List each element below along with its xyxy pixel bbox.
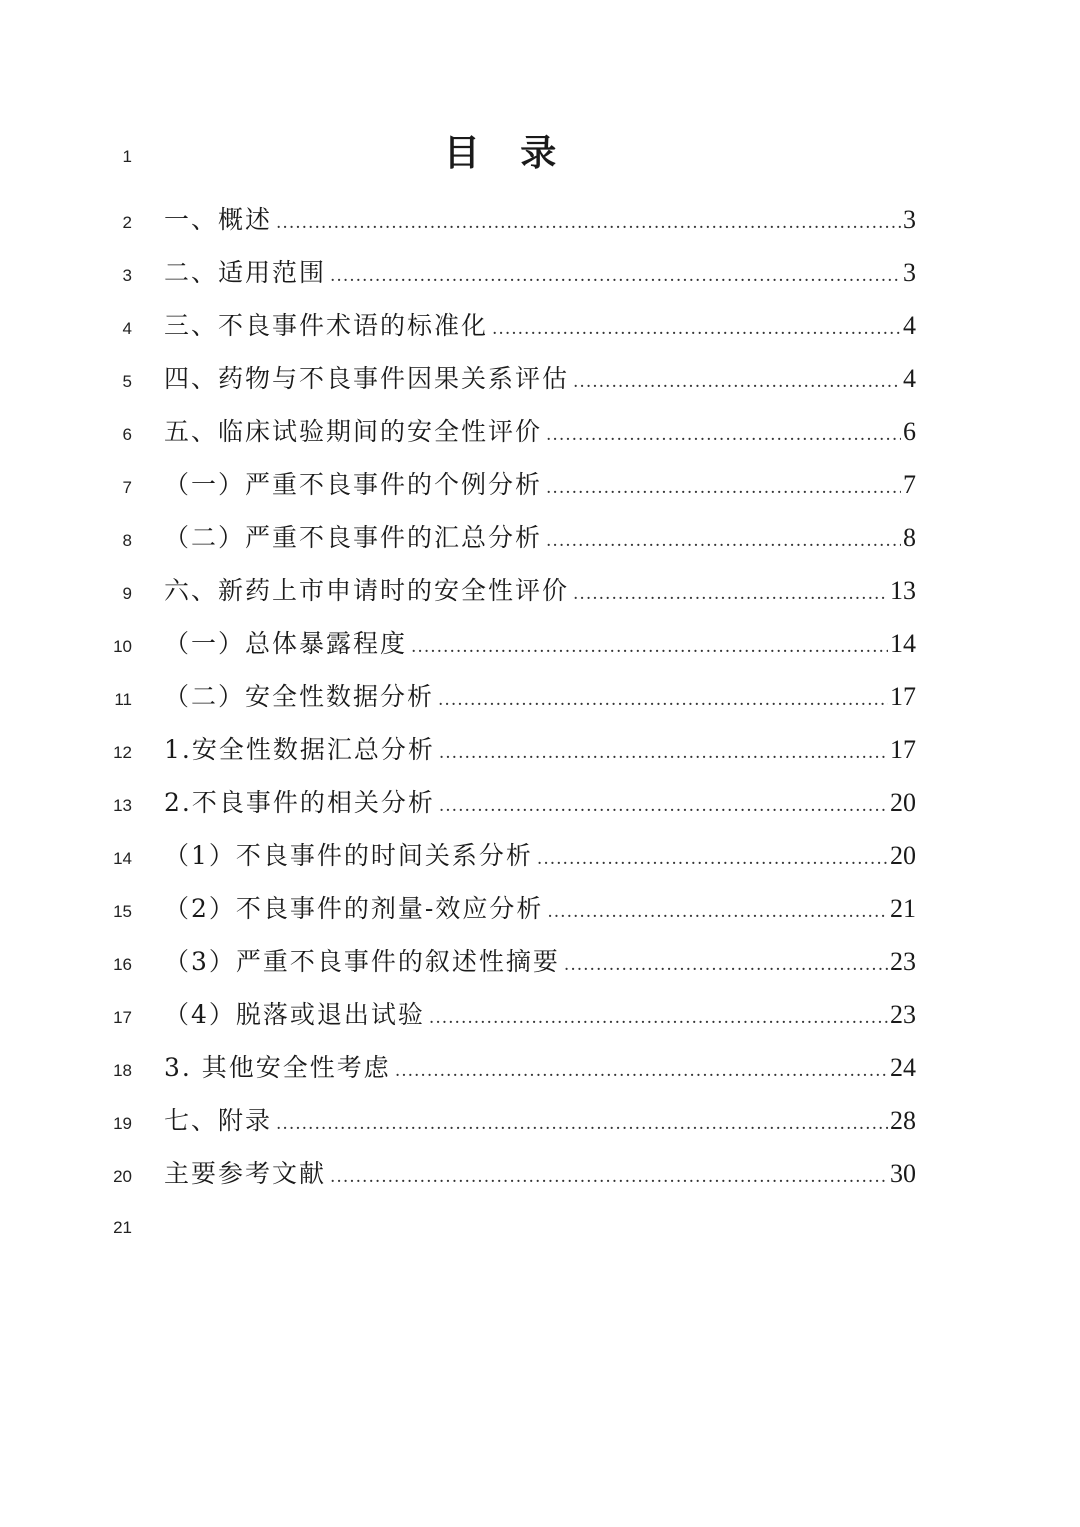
toc-entry[interactable] — [164, 889, 916, 929]
dot-leader — [492, 309, 901, 349]
toc-page-number: 21 — [890, 894, 916, 923]
toc-entry-text: 二、适用范围 — [164, 258, 327, 287]
dot-leader — [546, 415, 901, 455]
dot-leader — [439, 733, 888, 773]
toc-page-number: 20 — [890, 788, 916, 817]
toc-page-number: 20 — [890, 841, 916, 870]
toc-entry-text: 1.安全性数据汇总分析 — [164, 735, 435, 764]
dot-leader — [439, 786, 888, 826]
line-number: 10 — [113, 637, 132, 656]
toc-entry[interactable] — [164, 1048, 916, 1088]
dot-leader — [546, 468, 901, 508]
page-title: 目 录 — [443, 132, 571, 174]
dot-leader — [429, 998, 888, 1038]
toc-entry[interactable] — [164, 677, 916, 717]
line-number: 2 — [122, 213, 132, 232]
line-number: 13 — [113, 796, 132, 815]
toc-entry-text: （4）脱落或退出试验 — [164, 1000, 425, 1029]
toc-entry-text: （3）严重不良事件的叙述性摘要 — [164, 947, 560, 976]
toc-entry[interactable] — [164, 306, 916, 346]
toc-page-number: 3 — [903, 205, 916, 234]
line-number: 8 — [122, 531, 132, 550]
line-number: 7 — [122, 478, 132, 497]
toc-page-number: 6 — [903, 417, 916, 446]
dot-leader — [546, 521, 901, 561]
dot-leader — [537, 839, 888, 879]
dot-leader — [411, 627, 888, 667]
dot-leader — [330, 256, 901, 296]
toc-entry-text: （二）严重不良事件的汇总分析 — [164, 523, 543, 552]
toc-page-number: 23 — [890, 947, 916, 976]
line-number: 12 — [113, 743, 132, 762]
line-number: 20 — [113, 1167, 132, 1186]
toc-entry-text: 3. 其他安全性考虑 — [164, 1053, 391, 1082]
toc-entry[interactable] — [164, 995, 916, 1035]
line-number: 4 — [122, 319, 132, 338]
line-number: 9 — [122, 584, 132, 603]
dot-leader — [547, 892, 888, 932]
toc-page-number: 24 — [890, 1053, 916, 1082]
toc-entry[interactable] — [164, 730, 916, 770]
toc-entry[interactable] — [164, 1101, 916, 1141]
line-number: 16 — [113, 955, 132, 974]
dot-leader — [395, 1051, 888, 1091]
toc-entry[interactable] — [164, 624, 916, 664]
toc-entry[interactable] — [164, 571, 916, 611]
toc-entry[interactable] — [164, 412, 916, 452]
dot-leader — [276, 203, 901, 243]
line-number: 18 — [113, 1061, 132, 1080]
line-number: 15 — [113, 902, 132, 921]
toc-entry[interactable] — [164, 942, 916, 982]
toc-entry[interactable] — [164, 1154, 916, 1194]
toc-page-number: 17 — [890, 735, 916, 764]
toc-entry-text: 五、临床试验期间的安全性评价 — [164, 417, 543, 446]
dot-leader — [573, 362, 901, 402]
toc-entry[interactable] — [164, 465, 916, 505]
toc-page-number: 8 — [903, 523, 916, 552]
dot-leader — [276, 1104, 888, 1144]
dot-leader — [330, 1157, 888, 1197]
toc-page-number: 7 — [903, 470, 916, 499]
dot-leader — [573, 574, 888, 614]
line-number: 17 — [113, 1008, 132, 1027]
toc-entry-text: （二）安全性数据分析 — [164, 682, 435, 711]
toc-entry-text: 四、药物与不良事件因果关系评估 — [164, 364, 570, 393]
toc-page-number: 23 — [890, 1000, 916, 1029]
toc-page-number: 30 — [890, 1159, 916, 1188]
toc-entry-text: （1）不良事件的时间关系分析 — [164, 841, 533, 870]
line-number: 1 — [122, 147, 132, 166]
toc-entry[interactable] — [164, 253, 916, 293]
toc-page-number: 4 — [903, 364, 916, 393]
line-number: 21 — [113, 1218, 132, 1237]
toc-page-number: 28 — [890, 1106, 916, 1135]
toc-entry[interactable] — [164, 359, 916, 399]
toc-page-number: 13 — [890, 576, 916, 605]
toc-entry-text: 六、新药上市申请时的安全性评价 — [164, 576, 570, 605]
dot-leader — [564, 945, 888, 985]
line-number: 14 — [113, 849, 132, 868]
line-number: 19 — [113, 1114, 132, 1133]
toc-entry-text: 一、概述 — [164, 205, 273, 234]
toc-page-number: 14 — [890, 629, 916, 658]
toc-entry-text: （一）总体暴露程度 — [164, 629, 408, 658]
toc-entry[interactable] — [164, 518, 916, 558]
dot-leader — [438, 680, 888, 720]
toc-entry-text: （一）严重不良事件的个例分析 — [164, 470, 543, 499]
toc-entry-text: 七、附录 — [164, 1106, 273, 1135]
line-number: 6 — [122, 425, 132, 444]
toc-entry-text: （2）不良事件的剂量-效应分析 — [164, 894, 544, 923]
line-number: 11 — [114, 690, 132, 709]
toc-entry[interactable] — [164, 200, 916, 240]
toc-entry[interactable] — [164, 783, 916, 823]
toc-page-number: 4 — [903, 311, 916, 340]
toc-entry-text: 2.不良事件的相关分析 — [164, 788, 435, 817]
toc-entry-text: 三、不良事件术语的标准化 — [164, 311, 489, 340]
toc-entry[interactable] — [164, 836, 916, 876]
toc-entry-text: 主要参考文献 — [164, 1159, 327, 1188]
toc-page-number: 3 — [903, 258, 916, 287]
line-number: 5 — [122, 372, 132, 391]
toc-page-number: 17 — [890, 682, 916, 711]
line-number: 3 — [122, 266, 132, 285]
